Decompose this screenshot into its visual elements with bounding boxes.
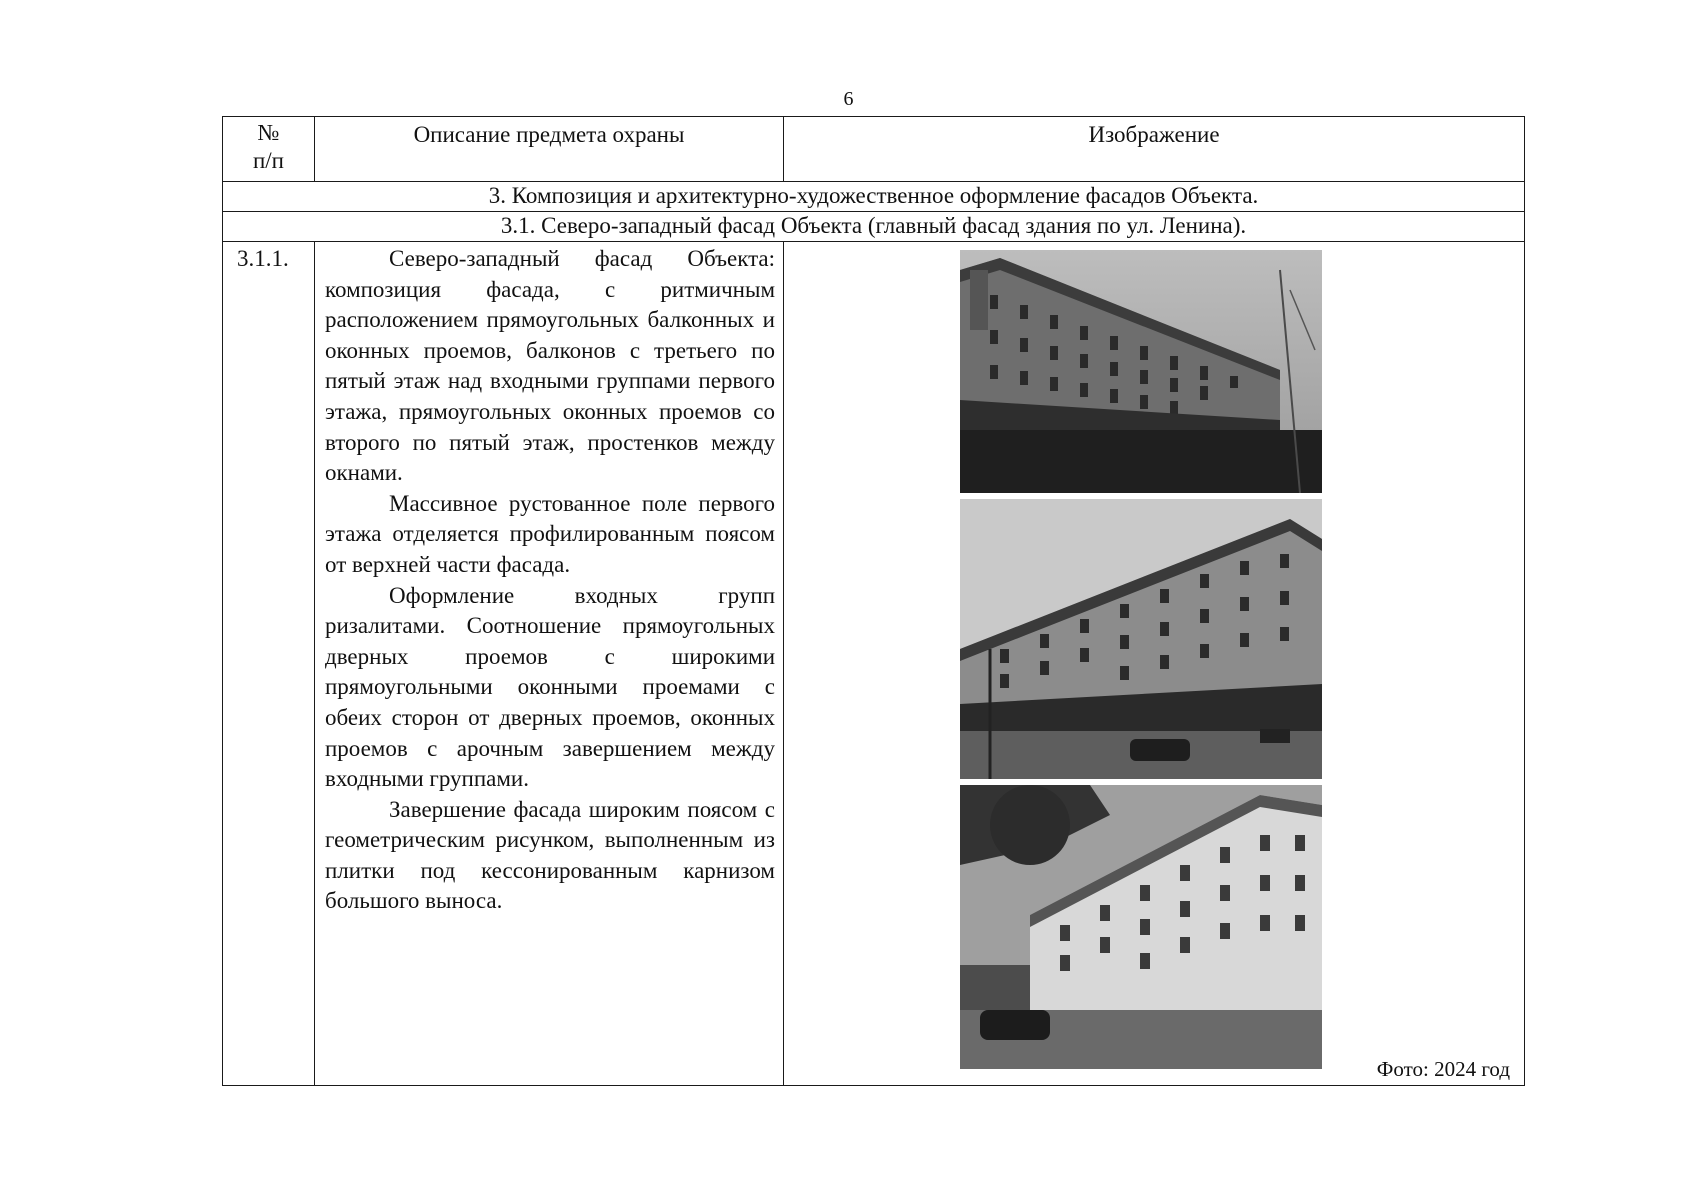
description-paragraph: Завершение фасада широким поясом с геометрическим рисунком, выполненным из плитки под кессонированным карнизом большого выноса. [325,796,775,914]
item-description [315,242,784,1086]
heritage-table [222,116,1525,1086]
page-number: 6 [843,88,854,110]
subsection-title: 3.1. Северо-западный фасад Объекта (главный фасад здания по ул. Ленина). [223,212,1525,242]
header-num [223,117,315,182]
item-number: 3.1.1. [223,242,315,1086]
section-row [223,182,1525,212]
facade-photo-2 [960,499,1322,779]
header-description: Описание предмета охраны [315,117,784,182]
description-paragraph: Северо-западный фасад Объекта: композиция фасада, с ритмичным расположением прямоугольных балконных и оконных проемов, балконов с третьего по пятый этаж над входными группами первого этажа, прямоугольных оконных проемов со второго по пятый этаж, простенков между окнами. [325,246,775,486]
item-images [784,242,1525,1086]
subsection-row [223,212,1525,242]
table-header-row [223,117,1525,182]
photo-caption: Фото: 2024 год [1376,1057,1510,1081]
facade-photo-3 [960,785,1322,1069]
facade-photo-1 [960,250,1322,493]
table-row [223,242,1525,1086]
section-title: 3. Композиция и архитектурно-художественное оформление фасадов Объекта. [223,182,1525,212]
description-paragraph: Оформление входных групп ризалитами. Соотношение прямоугольных дверных проемов с широкими прямоугольными оконными проемами с обеих сторон от дверных проемов, оконных проемов с арочным завершением между входными группами. [325,582,775,792]
description-paragraph: Массивное рустованное поле первого этажа отделяется профилированным поясом от верхней части фасада. [325,490,775,577]
header-num-label: № п/п [252,120,284,173]
header-image: Изображение [784,117,1525,182]
